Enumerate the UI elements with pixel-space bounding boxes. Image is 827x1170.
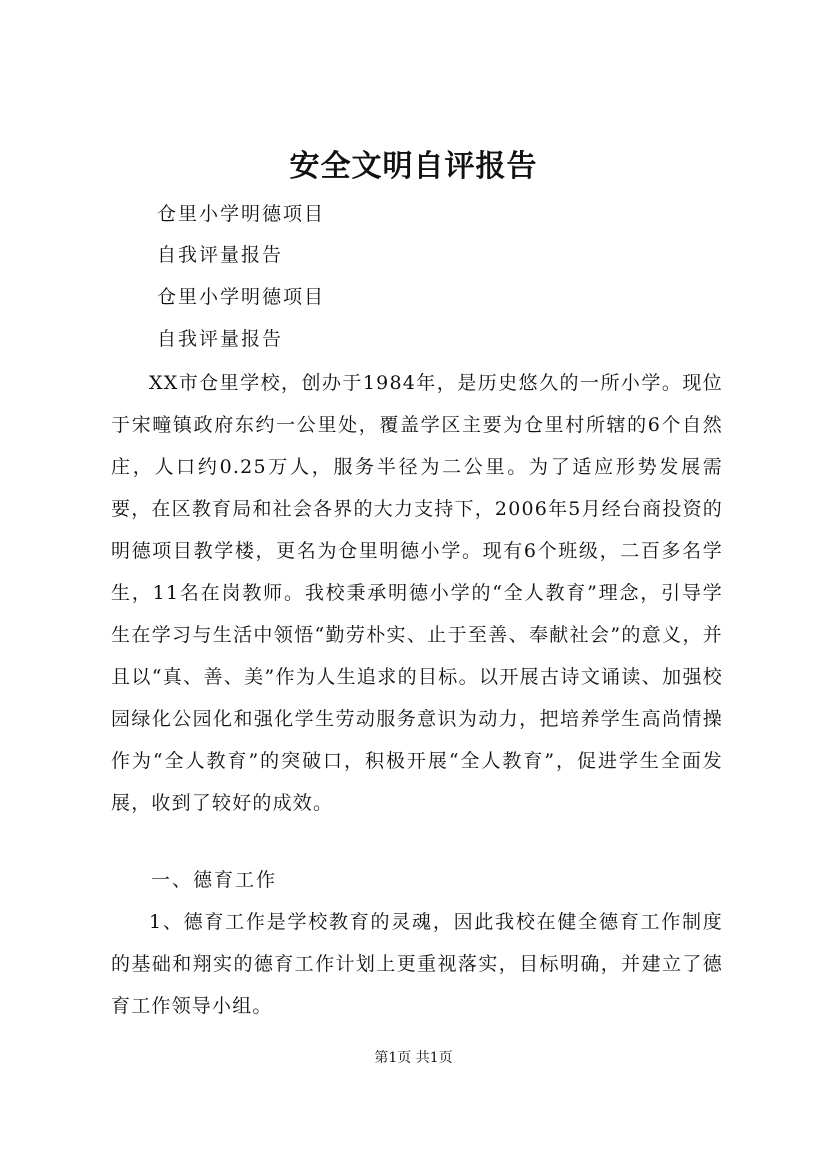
moral-education-paragraph: 1、德育工作是学校教育的灵魂，因此我校在健全德育工作制度的基础和翔实的德育工作计划上更重视落实，目标明确，并建立了德育工作领导小组。 bbox=[111, 911, 723, 1017]
subtitle-line-3: 仓里小学明德项目 bbox=[157, 286, 326, 308]
subtitle-line-2: 自我评量报告 bbox=[157, 244, 284, 266]
document-title: 安全文明自评报告 bbox=[289, 149, 538, 184]
intro-paragraph: XX市仓里学校，创办于1984年，是历史悠久的一所小学。现位于宋疃镇政府东约一公里处，覆盖学区主要为仓里村所辖的6个自然庄，人口约0.25万人，服务半径为二公里。为了适应形势发展需要，在区教育局和社会各界的大力支持下，2006年5月经台商投资的明德项目教学楼，更名为仓里明德小学。现有6个班级，二百多名学生，11名在岗教师。我校秉承明德小学的“全人教育”理念，引导学生在学习与生活中领悟“勤劳朴实、止于至善、奉献社会”的意义，并且以“真、善、美”作为人生追求的目标。以开展古诗文诵读、加强校园绿化公园化和强化学生劳动服务意识为动力，把培养学生高尚情操作为“全人教育”的突破口，积极开展“全人教育”，促进学生全面发展，收到了较好的成效。 bbox=[111, 372, 723, 814]
page-footer: 第1页 共1页 bbox=[374, 1050, 453, 1066]
section-heading: 一、德育工作 bbox=[151, 869, 278, 891]
subtitle-line-1: 仓里小学明德项目 bbox=[157, 203, 326, 225]
subtitle-line-4: 自我评量报告 bbox=[157, 328, 284, 350]
